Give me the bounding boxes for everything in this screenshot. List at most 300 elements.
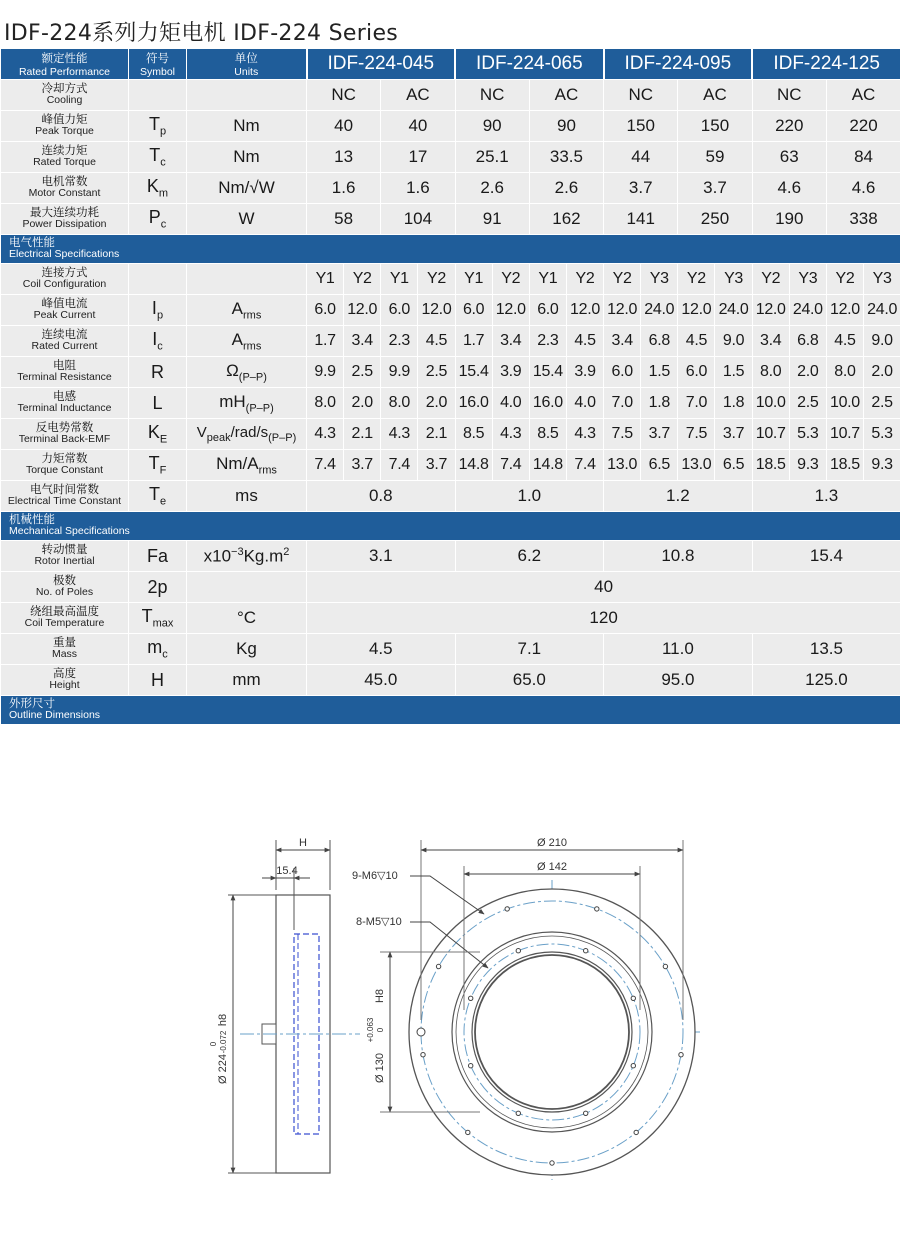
row-symbol-cell [129, 142, 187, 173]
dim-224-tol-upper: 0 [209, 1041, 218, 1047]
value-cell: 3.7 [715, 419, 752, 450]
value-cell: 7.0 [678, 388, 715, 419]
value-cell: 220 [826, 111, 900, 142]
row-label-en: Terminal Back-EMF [18, 433, 111, 445]
table-row [1, 326, 900, 357]
row-symbol: H [151, 669, 164, 690]
value-cell: 4.6 [752, 173, 826, 204]
row-symbol: m [147, 637, 163, 658]
row-unit-rest-sup: 2 [283, 545, 290, 558]
row-label-cn: 重量 [53, 637, 76, 649]
row-unit: Kg [236, 639, 257, 658]
outer-m6-hole [436, 964, 440, 968]
value-cell: 6.0 [455, 295, 492, 326]
section-electrical [1, 235, 900, 264]
row-unit: x10 [203, 546, 232, 566]
row-symbol-cell [129, 326, 187, 357]
value-cell: 3.9 [566, 357, 603, 388]
section-outline-cn: 外形尺寸 [9, 698, 55, 710]
dim-130-label: Ø 130 [374, 1053, 386, 1083]
value-cell: 40 [307, 111, 381, 142]
row-unit-cell [187, 388, 307, 419]
spec-table [0, 48, 900, 725]
value-cell: NC [752, 80, 826, 111]
row-symbol-sub: c [160, 156, 166, 169]
value-cell: 120 [307, 603, 900, 634]
value-cell: 3.7 [344, 450, 381, 481]
table-row [1, 142, 900, 173]
outer-m6-hole [679, 1053, 683, 1057]
inner-m5-hole [469, 996, 473, 1000]
row-symbol: T [149, 145, 161, 166]
value-cell: 9.0 [864, 326, 900, 357]
header-symbol-cell [129, 49, 187, 80]
value-cell: 7.4 [381, 450, 418, 481]
front-view [409, 880, 700, 1180]
row-label-cn: 电气时间常数 [30, 484, 99, 496]
value-cell: Y2 [566, 264, 603, 295]
value-cell: 6.0 [678, 357, 715, 388]
value-cell: 44 [604, 142, 678, 173]
value-cell: 2.5 [344, 357, 381, 388]
side-view [228, 840, 360, 1173]
dim-224-tol-lower: -0.072 [219, 1030, 228, 1054]
row-unit: A [231, 298, 243, 318]
value-cell: 16.0 [529, 388, 566, 419]
row-symbol-sub: m [158, 187, 169, 200]
value-cell: Y1 [381, 264, 418, 295]
row-label-en: No. of Poles [35, 586, 94, 598]
row-symbol-sub: p [156, 309, 164, 322]
value-cell: 2.3 [381, 326, 418, 357]
row-label-cn: 电感 [53, 391, 76, 403]
value-cell: 13.0 [678, 450, 715, 481]
inner-m5-hole [516, 949, 520, 953]
inner-m5-hole [584, 1111, 588, 1115]
row-label-cell [1, 295, 129, 326]
value-cell: 3.4 [344, 326, 381, 357]
row-symbol-cell [129, 603, 187, 634]
row-unit-cell [187, 357, 307, 388]
value-cell: 150 [678, 111, 752, 142]
value-cell: 10.0 [752, 388, 789, 419]
row-label-en: Peak Torque [35, 125, 94, 137]
row-symbol-cell [129, 481, 187, 512]
value-cell: 91 [455, 204, 529, 235]
value-cell: 4.5 [418, 326, 455, 357]
row-symbol-cell [129, 111, 187, 142]
row-symbol-cell [129, 357, 187, 388]
value-cell: 90 [529, 111, 603, 142]
section-mechanical-cn: 机械性能 [9, 514, 55, 526]
inner-m5-hole [631, 996, 635, 1000]
value-cell: 2.6 [529, 173, 603, 204]
value-cell: Y3 [715, 264, 752, 295]
value-cell: 12.0 [678, 295, 715, 326]
value-cell: 2.5 [864, 388, 900, 419]
value-cell: 7.4 [307, 450, 344, 481]
value-cell: 59 [678, 142, 752, 173]
row-label-cn: 最大连续功耗 [30, 207, 99, 219]
value-cell: 1.3 [752, 481, 900, 512]
value-cell: 2.5 [418, 357, 455, 388]
row-unit-cell [187, 419, 307, 450]
value-cell: 3.7 [604, 173, 678, 204]
value-cell: 9.3 [789, 450, 826, 481]
value-cell: 24.0 [641, 295, 678, 326]
row-symbol-sub: c [162, 648, 168, 661]
row-label-cn: 电阻 [53, 360, 76, 372]
value-cell: 4.5 [307, 634, 456, 665]
row-symbol-sub: c [157, 340, 163, 353]
row-label-cell [1, 481, 129, 512]
row-label-cn: 反电势常数 [35, 422, 94, 434]
value-cell: NC [604, 80, 678, 111]
table-row [1, 481, 900, 512]
value-cell: 58 [307, 204, 381, 235]
row-unit-cell [187, 541, 307, 572]
value-cell: Y3 [864, 264, 900, 295]
row-symbol-cell [129, 204, 187, 235]
dim-130-tol-lower: 0 [376, 1027, 385, 1033]
value-cell: 9.3 [864, 450, 900, 481]
value-cell: Y2 [752, 264, 789, 295]
row-unit-rest-sub: (P–P) [268, 432, 297, 444]
row-label-cell [1, 450, 129, 481]
value-cell: NC [455, 80, 529, 111]
page-title: IDF-224系列力矩电机 IDF-224 Series [4, 21, 399, 46]
value-cell: 40 [381, 111, 455, 142]
row-label-cell [1, 80, 129, 111]
row-label-en: Coil Temperature [24, 617, 105, 629]
header-symbol-cn: 符号 [146, 53, 169, 65]
value-cell: 2.1 [344, 419, 381, 450]
row-label-en: Electrical Time Constant [7, 495, 122, 507]
value-cell: 141 [604, 204, 678, 235]
dim-210-label: Ø 210 [537, 837, 567, 849]
value-cell: 18.5 [826, 450, 863, 481]
header-label-en: Rated Performance [18, 66, 111, 78]
value-cell: 6.0 [307, 295, 344, 326]
section-mechanical [1, 512, 900, 541]
section-outline-en: Outline Dimensions [9, 709, 101, 721]
table-row [1, 419, 900, 450]
row-unit-cell [187, 173, 307, 204]
value-cell: 3.9 [492, 357, 529, 388]
row-label-cell [1, 357, 129, 388]
value-cell: 11.0 [604, 634, 753, 665]
value-cell: 3.7 [641, 419, 678, 450]
row-unit-cell [187, 111, 307, 142]
value-cell: Y1 [529, 264, 566, 295]
row-unit-cell [187, 665, 307, 696]
value-cell: 4.6 [826, 173, 900, 204]
row-unit-cell [187, 603, 307, 634]
outer-m6-hole [550, 1161, 554, 1165]
row-symbol: T [141, 606, 153, 627]
value-cell: 4.3 [307, 419, 344, 450]
value-cell: 4.3 [566, 419, 603, 450]
table-row [1, 204, 900, 235]
value-cell: 6.0 [604, 357, 641, 388]
row-unit: V [196, 424, 207, 441]
row-label-cn: 绕组最高温度 [30, 606, 99, 618]
row-label-cn: 峰值电流 [41, 298, 88, 310]
row-symbol-sub: max [152, 617, 174, 630]
value-cell: 4.3 [492, 419, 529, 450]
value-cell: 1.2 [604, 481, 753, 512]
table-row [1, 295, 900, 326]
value-cell: 13 [307, 142, 381, 173]
value-cell: 8.5 [455, 419, 492, 450]
value-cell: 3.1 [307, 541, 456, 572]
row-unit-cell [187, 142, 307, 173]
row-unit-cell [187, 572, 307, 603]
row-symbol-cell [129, 665, 187, 696]
row-unit-cell [187, 326, 307, 357]
model-header: IDF-224-125 [752, 49, 900, 80]
row-symbol-cell [129, 388, 187, 419]
row-symbol-sub: F [159, 464, 167, 477]
row-label-cell [1, 111, 129, 142]
row-symbol-sub: E [159, 433, 168, 446]
row-symbol: I [151, 298, 157, 319]
header-label-cn: 额定性能 [41, 53, 88, 65]
model-header: IDF-224-045 [307, 49, 456, 80]
value-cell: 7.0 [604, 388, 641, 419]
row-unit-cell [187, 80, 307, 111]
table-row [1, 80, 900, 111]
value-cell: 7.5 [604, 419, 641, 450]
section-electrical-cn: 电气性能 [9, 237, 55, 249]
section-mechanical-en: Mechanical Specifications [9, 525, 130, 537]
value-cell: 6.0 [529, 295, 566, 326]
row-label-en: Motor Constant [28, 187, 101, 199]
value-cell: 4.0 [566, 388, 603, 419]
row-label-en: Height [49, 679, 80, 691]
dim-224-label: Ø 224 [217, 1054, 229, 1084]
row-symbol-cell [129, 264, 187, 295]
value-cell: 10.7 [752, 419, 789, 450]
row-symbol-sub: c [160, 218, 167, 231]
row-label-en: Rated Torque [33, 156, 96, 168]
row-unit-rest: Kg.m [243, 546, 284, 566]
table-row [1, 572, 900, 603]
row-label-en: Torque Constant [25, 464, 104, 476]
row-unit-sub: rms [258, 464, 277, 477]
table-row [1, 388, 900, 419]
value-cell: 63 [752, 142, 826, 173]
header-unit-cn: 单位 [234, 53, 258, 65]
table-row [1, 634, 900, 665]
value-cell: 2.6 [455, 173, 529, 204]
value-cell: 15.4 [529, 357, 566, 388]
row-label-en: Terminal Inductance [17, 402, 112, 414]
value-cell: 13.5 [752, 634, 900, 665]
section-outline [1, 696, 900, 725]
value-cell: 15.4 [752, 541, 900, 572]
header-symbol-en: Symbol [139, 66, 175, 78]
row-unit: Nm [233, 116, 260, 135]
value-cell: 8.5 [529, 419, 566, 450]
hole-9-m6-label: 9-M6▽10 [352, 870, 398, 882]
row-label-cell [1, 173, 129, 204]
row-unit-cell [187, 634, 307, 665]
value-cell: 125.0 [752, 665, 900, 696]
value-cell: AC [678, 80, 752, 111]
outer-m6-hole [595, 907, 599, 911]
row-symbol-cell [129, 541, 187, 572]
row-unit-cell [187, 450, 307, 481]
inner-m5-hole [631, 1064, 635, 1068]
row-label-cn: 转动惯量 [41, 544, 88, 556]
value-cell: 33.5 [529, 142, 603, 173]
row-unit-rest: /rad/s [230, 424, 269, 441]
row-symbol: L [152, 392, 163, 413]
section-electrical-cell [1, 235, 900, 264]
value-cell: Y2 [344, 264, 381, 295]
dim-h-label: H [299, 837, 307, 849]
value-cell: 8.0 [752, 357, 789, 388]
row-unit-cell [187, 204, 307, 235]
row-symbol-cell [129, 80, 187, 111]
dim-130-tol-upper: +0.063 [366, 1017, 375, 1043]
row-symbol: T [148, 484, 160, 505]
value-cell: 45.0 [307, 665, 456, 696]
value-cell: 190 [752, 204, 826, 235]
row-label-en: Mass [51, 648, 78, 660]
table-row [1, 264, 900, 295]
section-mechanical-cell [1, 512, 900, 541]
value-cell: 84 [826, 142, 900, 173]
value-cell: 40 [307, 572, 900, 603]
value-cell: 7.4 [492, 450, 529, 481]
row-label-cn: 力矩常数 [41, 453, 88, 465]
value-cell: 14.8 [455, 450, 492, 481]
value-cell: 1.6 [381, 173, 455, 204]
value-cell: NC [307, 80, 381, 111]
value-cell: 12.0 [418, 295, 455, 326]
model-header: IDF-224-065 [455, 49, 604, 80]
value-cell: 10.7 [826, 419, 863, 450]
row-label-cell [1, 204, 129, 235]
value-cell: AC [826, 80, 900, 111]
value-cell: Y3 [641, 264, 678, 295]
value-cell: 6.0 [381, 295, 418, 326]
value-cell: 5.3 [864, 419, 900, 450]
value-cell: 104 [381, 204, 455, 235]
value-cell: Y1 [455, 264, 492, 295]
value-cell: 1.8 [715, 388, 752, 419]
outer-m6-hole [505, 907, 509, 911]
row-label-en: Rated Current [31, 340, 98, 352]
row-unit: °C [236, 608, 257, 627]
value-cell: 8.0 [826, 357, 863, 388]
value-cell: 220 [752, 111, 826, 142]
value-cell: AC [381, 80, 455, 111]
value-cell: 6.5 [715, 450, 752, 481]
value-cell: 12.0 [492, 295, 529, 326]
dim-142-label: Ø 142 [537, 861, 567, 873]
hole-8-m5-label: 8-M5▽10 [356, 916, 402, 928]
row-label-en: Rotor Inertial [34, 555, 95, 567]
value-cell: 6.5 [641, 450, 678, 481]
outer-m6-hole [466, 1130, 470, 1134]
outer-m6-hole [663, 964, 667, 968]
row-unit: Ω [226, 360, 239, 380]
value-cell: 1.0 [455, 481, 604, 512]
value-cell: 8.0 [381, 388, 418, 419]
row-unit-cell [187, 481, 307, 512]
value-cell: 3.7 [418, 450, 455, 481]
row-label-cell [1, 634, 129, 665]
value-cell: 9.9 [381, 357, 418, 388]
row-unit-cell [187, 264, 307, 295]
row-unit-cell [187, 295, 307, 326]
value-cell: Y2 [826, 264, 863, 295]
value-cell: 7.1 [455, 634, 604, 665]
row-symbol-sub: e [159, 495, 167, 508]
value-cell: 5.3 [789, 419, 826, 450]
row-label-en: Power Dissipation [22, 218, 107, 230]
row-symbol-cell [129, 419, 187, 450]
row-label-en: Terminal Resistance [17, 371, 112, 383]
header-unit-en: Units [234, 66, 259, 78]
header-label-cell [1, 49, 129, 80]
row-symbol: R [151, 361, 164, 382]
value-cell: 250 [678, 204, 752, 235]
value-cell: 13.0 [604, 450, 641, 481]
table-row [1, 541, 900, 572]
row-symbol: T [148, 453, 160, 474]
outer-m6-hole [634, 1130, 638, 1134]
row-label-cn: 高度 [53, 668, 76, 680]
value-cell: 338 [826, 204, 900, 235]
row-unit-sub: rms [243, 340, 262, 353]
row-label-cell [1, 264, 129, 295]
value-cell: Y2 [678, 264, 715, 295]
value-cell: 7.4 [566, 450, 603, 481]
dim-224-fit: h8 [217, 1013, 229, 1027]
row-label-en: Peak Current [33, 309, 96, 321]
value-cell: Y2 [418, 264, 455, 295]
value-cell: 12.0 [826, 295, 863, 326]
inner-m5-hole [516, 1111, 520, 1115]
table-row [1, 603, 900, 634]
value-cell: 1.8 [641, 388, 678, 419]
value-cell: 4.5 [826, 326, 863, 357]
value-cell: 2.0 [864, 357, 900, 388]
table-row [1, 111, 900, 142]
value-cell: 1.7 [455, 326, 492, 357]
value-cell: 25.1 [455, 142, 529, 173]
table-row [1, 357, 900, 388]
row-unit: Nm [233, 147, 260, 166]
value-cell: 12.0 [752, 295, 789, 326]
value-cell: 2.0 [789, 357, 826, 388]
value-cell: 18.5 [752, 450, 789, 481]
row-unit-sub: peak [206, 432, 231, 444]
value-cell: 10.8 [604, 541, 753, 572]
row-unit: ms [235, 486, 258, 505]
value-cell: Y3 [789, 264, 826, 295]
value-cell: 65.0 [455, 665, 604, 696]
row-label-cn: 峰值力矩 [41, 114, 88, 126]
dim-130-fit: H8 [374, 988, 386, 1004]
row-symbol: K [147, 422, 160, 443]
row-symbol-cell [129, 173, 187, 204]
value-cell: 6.8 [789, 326, 826, 357]
